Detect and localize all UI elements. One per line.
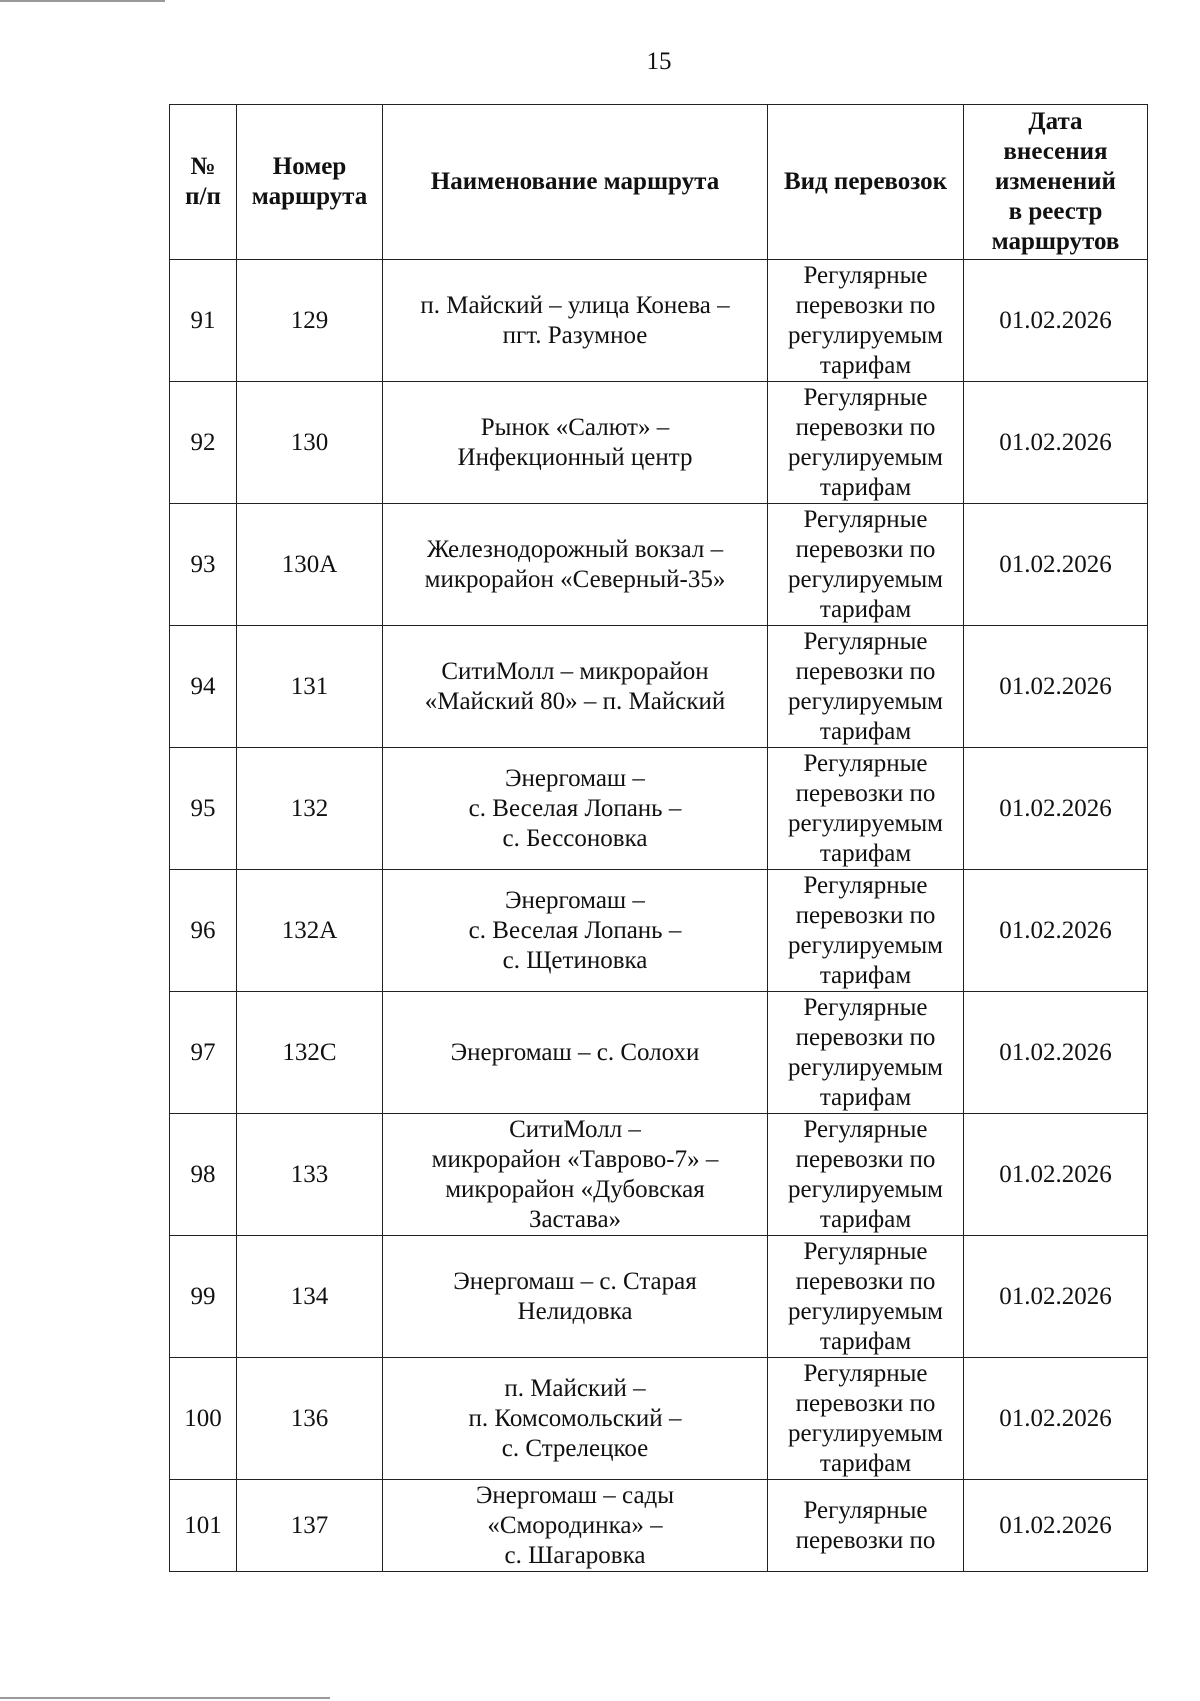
table-header: [170, 105, 1148, 260]
scan-edge-bottom: [0, 1697, 330, 1699]
header-row: [170, 105, 1148, 260]
cell-change-date: 01.02.2026: [964, 870, 1148, 992]
cell-transport-kind: Регулярные перевозки по регулируемым тарифам: [768, 992, 964, 1114]
table-row: [170, 1480, 1148, 1572]
cell-route-name: СитиМолл – микрорайон «Майский 80» – п. Майский: [383, 626, 768, 748]
cell-route-name: Энергомаш – с. Солохи: [383, 992, 768, 1114]
cell-index: 101: [170, 1480, 237, 1572]
table-body: [170, 260, 1148, 1572]
header-change-date: Дата внесения изменений в реестр маршрутов: [964, 105, 1148, 260]
cell-change-date: 01.02.2026: [964, 1480, 1148, 1572]
page-number: 15: [646, 48, 672, 75]
header-index: № п/п: [170, 105, 237, 260]
cell-route-number: 129: [237, 260, 383, 382]
cell-route-name: Энергомаш – с. Веселая Лопань – с. Щетиновка: [383, 870, 768, 992]
cell-route-number: 130А: [237, 504, 383, 626]
cell-change-date: 01.02.2026: [964, 992, 1148, 1114]
table-row: [170, 1358, 1148, 1480]
cell-transport-kind: Регулярные перевозки по регулируемым тарифам: [768, 626, 964, 748]
cell-route-number: 132А: [237, 870, 383, 992]
cell-change-date: 01.02.2026: [964, 748, 1148, 870]
cell-route-number: 136: [237, 1358, 383, 1480]
cell-route-name: СитиМолл – микрорайон «Таврово-7» – микрорайон «Дубовская Застава»: [383, 1114, 768, 1236]
cell-index: 99: [170, 1236, 237, 1358]
cell-transport-kind: Регулярные перевозки по: [768, 1480, 964, 1572]
cell-route-name: Железнодорожный вокзал – микрорайон «Северный-35»: [383, 504, 768, 626]
table-row: [170, 870, 1148, 992]
table-row: [170, 382, 1148, 504]
table-row: [170, 626, 1148, 748]
cell-route-number: 130: [237, 382, 383, 504]
cell-route-number: 137: [237, 1480, 383, 1572]
cell-change-date: 01.02.2026: [964, 1114, 1148, 1236]
cell-change-date: 01.02.2026: [964, 626, 1148, 748]
cell-transport-kind: Регулярные перевозки по регулируемым тарифам: [768, 1114, 964, 1236]
cell-route-number: 134: [237, 1236, 383, 1358]
cell-transport-kind: Регулярные перевозки по регулируемым тарифам: [768, 1358, 964, 1480]
cell-transport-kind: Регулярные перевозки по регулируемым тарифам: [768, 1236, 964, 1358]
cell-transport-kind: Регулярные перевозки по регулируемым тарифам: [768, 870, 964, 992]
cell-index: 100: [170, 1358, 237, 1480]
cell-route-name: п. Майский – улица Конева – пгт. Разумное: [383, 260, 768, 382]
cell-index: 92: [170, 382, 237, 504]
cell-index: 91: [170, 260, 237, 382]
header-transport-kind: Вид перевозок: [768, 105, 964, 260]
routes-table: [169, 104, 1148, 1572]
cell-index: 96: [170, 870, 237, 992]
cell-route-name: Рынок «Салют» – Инфекционный центр: [383, 382, 768, 504]
header-route-number: Номер маршрута: [237, 105, 383, 260]
cell-index: 97: [170, 992, 237, 1114]
cell-route-number: 132С: [237, 992, 383, 1114]
cell-transport-kind: Регулярные перевозки по регулируемым тарифам: [768, 382, 964, 504]
cell-change-date: 01.02.2026: [964, 382, 1148, 504]
cell-index: 94: [170, 626, 237, 748]
cell-transport-kind: Регулярные перевозки по регулируемым тарифам: [768, 504, 964, 626]
cell-route-name: п. Майский – п. Комсомольский – с. Стрелецкое: [383, 1358, 768, 1480]
cell-route-name: Энергомаш – с. Веселая Лопань – с. Бессоновка: [383, 748, 768, 870]
cell-route-number: 132: [237, 748, 383, 870]
cell-transport-kind: Регулярные перевозки по регулируемым тарифам: [768, 748, 964, 870]
cell-index: 93: [170, 504, 237, 626]
cell-route-number: 131: [237, 626, 383, 748]
header-route-name: Наименование маршрута: [383, 105, 768, 260]
cell-change-date: 01.02.2026: [964, 260, 1148, 382]
cell-change-date: 01.02.2026: [964, 1358, 1148, 1480]
cell-route-number: 133: [237, 1114, 383, 1236]
table-row: [170, 260, 1148, 382]
cell-transport-kind: Регулярные перевозки по регулируемым тарифам: [768, 260, 964, 382]
table-row: [170, 504, 1148, 626]
table-row: [170, 1114, 1148, 1236]
cell-change-date: 01.02.2026: [964, 1236, 1148, 1358]
cell-index: 98: [170, 1114, 237, 1236]
cell-index: 95: [170, 748, 237, 870]
scan-edge-top: [0, 0, 165, 2]
cell-change-date: 01.02.2026: [964, 504, 1148, 626]
cell-route-name: Энергомаш – с. Старая Нелидовка: [383, 1236, 768, 1358]
table-row: [170, 992, 1148, 1114]
table-row: [170, 748, 1148, 870]
cell-route-name: Энергомаш – сады «Смородинка» – с. Шагаровка: [383, 1480, 768, 1572]
table-row: [170, 1236, 1148, 1358]
